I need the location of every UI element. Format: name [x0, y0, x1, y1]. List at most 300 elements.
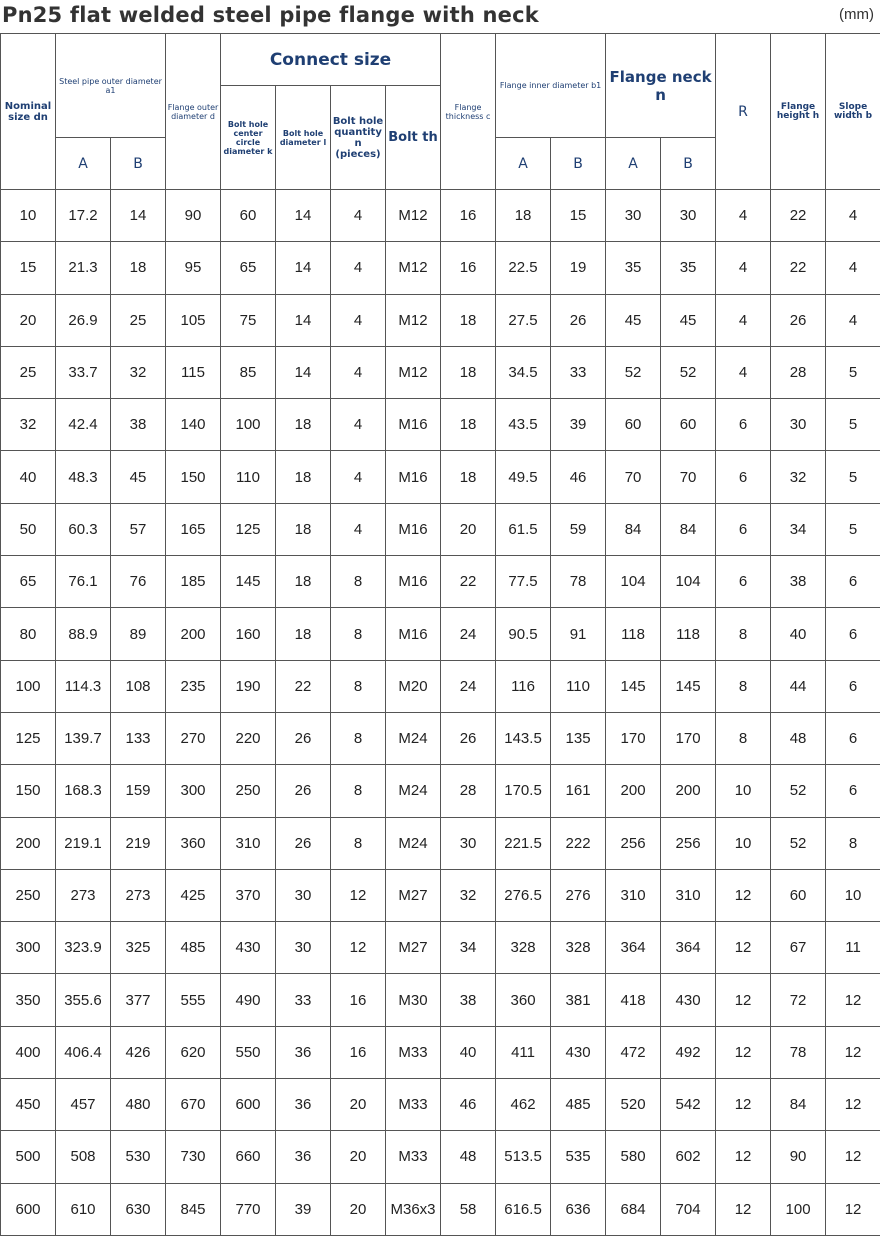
cell-bolt-hole-quantity: 8 — [331, 765, 386, 817]
cell-inner-diameter-a: 22.5 — [496, 242, 551, 294]
cell-bolt-hole-quantity: 8 — [331, 608, 386, 660]
header-flange-thickness: Flange thickness c — [441, 34, 496, 190]
header-flange-height: Flange height h — [771, 34, 826, 190]
cell-neck-a: 35 — [606, 242, 661, 294]
cell-flange-height: 30 — [771, 399, 826, 451]
cell-flange-outer-diameter: 360 — [166, 817, 221, 869]
cell-flange-outer-diameter: 95 — [166, 242, 221, 294]
cell-flange-thickness: 24 — [441, 660, 496, 712]
cell-bolt-size: M30 — [386, 974, 441, 1026]
cell-pipe-outer-a: 17.2 — [56, 190, 111, 242]
cell-flange-thickness: 32 — [441, 869, 496, 921]
cell-slope-width: 5 — [826, 399, 880, 451]
table-body — [1, 190, 880, 1236]
cell-bolt-hole-diameter: 18 — [276, 399, 331, 451]
cell-bolt-hole-quantity: 4 — [331, 399, 386, 451]
cell-inner-diameter-b: 276 — [551, 869, 606, 921]
cell-inner-diameter-a: 170.5 — [496, 765, 551, 817]
cell-slope-width: 6 — [826, 765, 880, 817]
cell-pipe-outer-b: 273 — [111, 869, 166, 921]
cell-flange-outer-diameter: 235 — [166, 660, 221, 712]
cell-bolt-circle-diameter: 125 — [221, 503, 276, 555]
cell-flange-thickness: 18 — [441, 399, 496, 451]
cell-bolt-size: M16 — [386, 451, 441, 503]
table-row — [1, 451, 880, 503]
header-flange-outer-diameter: Flange outer diameter d — [166, 34, 221, 190]
cell-inner-diameter-b: 430 — [551, 1026, 606, 1078]
cell-bolt-circle-diameter: 100 — [221, 399, 276, 451]
cell-flange-outer-diameter: 185 — [166, 556, 221, 608]
cell-slope-width: 6 — [826, 608, 880, 660]
cell-flange-outer-diameter: 620 — [166, 1026, 221, 1078]
cell-pipe-outer-b: 426 — [111, 1026, 166, 1078]
cell-flange-thickness: 22 — [441, 556, 496, 608]
cell-pipe-outer-b: 480 — [111, 1079, 166, 1131]
cell-pipe-outer-b: 32 — [111, 346, 166, 398]
cell-r: 6 — [716, 451, 771, 503]
cell-r: 4 — [716, 294, 771, 346]
cell-flange-outer-diameter: 485 — [166, 922, 221, 974]
cell-pipe-outer-a: 21.3 — [56, 242, 111, 294]
cell-neck-a: 70 — [606, 451, 661, 503]
cell-bolt-hole-diameter: 18 — [276, 608, 331, 660]
cell-neck-a: 60 — [606, 399, 661, 451]
cell-r: 6 — [716, 503, 771, 555]
cell-inner-diameter-b: 161 — [551, 765, 606, 817]
cell-flange-height: 22 — [771, 190, 826, 242]
cell-pipe-outer-b: 377 — [111, 974, 166, 1026]
header-neck-b: B — [661, 138, 716, 190]
cell-inner-diameter-b: 33 — [551, 346, 606, 398]
cell-bolt-size: M24 — [386, 712, 441, 764]
cell-nominal-size: 50 — [1, 503, 56, 555]
cell-slope-width: 8 — [826, 817, 880, 869]
cell-slope-width: 4 — [826, 242, 880, 294]
cell-bolt-circle-diameter: 660 — [221, 1131, 276, 1183]
cell-r: 12 — [716, 922, 771, 974]
cell-neck-b: 118 — [661, 608, 716, 660]
cell-pipe-outer-a: 273 — [56, 869, 111, 921]
cell-bolt-hole-quantity: 8 — [331, 556, 386, 608]
cell-flange-thickness: 18 — [441, 346, 496, 398]
cell-flange-outer-diameter: 105 — [166, 294, 221, 346]
header-steel-pipe-outer-diameter: Steel pipe outer diameter a1 — [56, 34, 166, 138]
cell-neck-b: 170 — [661, 712, 716, 764]
cell-flange-thickness: 48 — [441, 1131, 496, 1183]
cell-bolt-hole-diameter: 18 — [276, 556, 331, 608]
cell-neck-b: 602 — [661, 1131, 716, 1183]
cell-bolt-size: M20 — [386, 660, 441, 712]
cell-inner-diameter-b: 91 — [551, 608, 606, 660]
cell-flange-thickness: 34 — [441, 922, 496, 974]
cell-pipe-outer-b: 108 — [111, 660, 166, 712]
cell-bolt-size: M12 — [386, 294, 441, 346]
cell-pipe-outer-a: 355.6 — [56, 974, 111, 1026]
cell-r: 12 — [716, 1131, 771, 1183]
cell-inner-diameter-b: 39 — [551, 399, 606, 451]
cell-slope-width: 6 — [826, 660, 880, 712]
cell-bolt-circle-diameter: 110 — [221, 451, 276, 503]
cell-bolt-hole-diameter: 30 — [276, 922, 331, 974]
cell-bolt-size: M12 — [386, 346, 441, 398]
cell-bolt-circle-diameter: 220 — [221, 712, 276, 764]
cell-pipe-outer-b: 630 — [111, 1183, 166, 1235]
cell-pipe-outer-b: 38 — [111, 399, 166, 451]
cell-bolt-hole-diameter: 33 — [276, 974, 331, 1026]
cell-bolt-hole-diameter: 30 — [276, 869, 331, 921]
cell-pipe-outer-a: 88.9 — [56, 608, 111, 660]
cell-inner-diameter-a: 221.5 — [496, 817, 551, 869]
cell-flange-outer-diameter: 90 — [166, 190, 221, 242]
cell-slope-width: 6 — [826, 712, 880, 764]
cell-slope-width: 12 — [826, 1131, 880, 1183]
cell-inner-diameter-b: 19 — [551, 242, 606, 294]
cell-inner-diameter-b: 328 — [551, 922, 606, 974]
cell-flange-outer-diameter: 845 — [166, 1183, 221, 1235]
header-slope-width: Slope width b — [826, 34, 880, 190]
cell-bolt-circle-diameter: 370 — [221, 869, 276, 921]
header-flange-inner-diameter: Flange inner diameter b1 — [496, 34, 606, 138]
cell-bolt-size: M33 — [386, 1079, 441, 1131]
table-row — [1, 712, 880, 764]
table-row — [1, 608, 880, 660]
header-bolt-hole-diameter: Bolt hole diameter l — [276, 86, 331, 190]
table-header — [1, 34, 880, 190]
table-row — [1, 399, 880, 451]
cell-pipe-outer-b: 159 — [111, 765, 166, 817]
header-r: R — [716, 34, 771, 190]
cell-bolt-hole-diameter: 14 — [276, 294, 331, 346]
cell-inner-diameter-a: 27.5 — [496, 294, 551, 346]
cell-r: 12 — [716, 869, 771, 921]
table-row — [1, 242, 880, 294]
cell-slope-width: 10 — [826, 869, 880, 921]
cell-flange-height: 100 — [771, 1183, 826, 1235]
cell-inner-diameter-b: 535 — [551, 1131, 606, 1183]
cell-neck-a: 256 — [606, 817, 661, 869]
header-flange-neck: Flange neck n — [606, 34, 716, 138]
cell-flange-outer-diameter: 115 — [166, 346, 221, 398]
cell-bolt-hole-quantity: 8 — [331, 817, 386, 869]
cell-neck-a: 310 — [606, 869, 661, 921]
cell-bolt-size: M12 — [386, 190, 441, 242]
cell-neck-b: 104 — [661, 556, 716, 608]
cell-neck-b: 35 — [661, 242, 716, 294]
cell-neck-b: 200 — [661, 765, 716, 817]
table-row — [1, 817, 880, 869]
cell-flange-height: 67 — [771, 922, 826, 974]
cell-bolt-circle-diameter: 770 — [221, 1183, 276, 1235]
cell-flange-thickness: 26 — [441, 712, 496, 764]
cell-r: 10 — [716, 817, 771, 869]
cell-nominal-size: 100 — [1, 660, 56, 712]
cell-inner-diameter-a: 34.5 — [496, 346, 551, 398]
cell-nominal-size: 150 — [1, 765, 56, 817]
cell-pipe-outer-b: 530 — [111, 1131, 166, 1183]
cell-pipe-outer-a: 168.3 — [56, 765, 111, 817]
cell-flange-thickness: 24 — [441, 608, 496, 660]
cell-nominal-size: 10 — [1, 190, 56, 242]
cell-bolt-hole-quantity: 4 — [331, 346, 386, 398]
cell-bolt-size: M27 — [386, 869, 441, 921]
header-inner-a: A — [496, 138, 551, 190]
cell-inner-diameter-b: 636 — [551, 1183, 606, 1235]
header-inner-b: B — [551, 138, 606, 190]
cell-pipe-outer-b: 89 — [111, 608, 166, 660]
cell-inner-diameter-a: 43.5 — [496, 399, 551, 451]
cell-bolt-size: M12 — [386, 242, 441, 294]
cell-inner-diameter-a: 116 — [496, 660, 551, 712]
cell-bolt-circle-diameter: 310 — [221, 817, 276, 869]
cell-flange-height: 44 — [771, 660, 826, 712]
cell-bolt-size: M33 — [386, 1026, 441, 1078]
cell-bolt-hole-diameter: 36 — [276, 1079, 331, 1131]
cell-neck-a: 170 — [606, 712, 661, 764]
cell-flange-thickness: 16 — [441, 190, 496, 242]
table-row — [1, 346, 880, 398]
cell-bolt-size: M24 — [386, 765, 441, 817]
cell-bolt-hole-quantity: 8 — [331, 712, 386, 764]
table-row — [1, 1131, 880, 1183]
cell-pipe-outer-b: 219 — [111, 817, 166, 869]
cell-bolt-circle-diameter: 60 — [221, 190, 276, 242]
cell-bolt-circle-diameter: 85 — [221, 346, 276, 398]
cell-neck-a: 684 — [606, 1183, 661, 1235]
table-row — [1, 190, 880, 242]
cell-slope-width: 12 — [826, 1183, 880, 1235]
cell-inner-diameter-a: 61.5 — [496, 503, 551, 555]
cell-pipe-outer-a: 610 — [56, 1183, 111, 1235]
cell-slope-width: 12 — [826, 974, 880, 1026]
cell-bolt-hole-quantity: 4 — [331, 242, 386, 294]
cell-flange-height: 60 — [771, 869, 826, 921]
cell-bolt-circle-diameter: 550 — [221, 1026, 276, 1078]
cell-r: 8 — [716, 660, 771, 712]
cell-flange-outer-diameter: 730 — [166, 1131, 221, 1183]
cell-pipe-outer-b: 45 — [111, 451, 166, 503]
cell-slope-width: 6 — [826, 556, 880, 608]
cell-inner-diameter-a: 77.5 — [496, 556, 551, 608]
cell-flange-thickness: 38 — [441, 974, 496, 1026]
cell-inner-diameter-b: 110 — [551, 660, 606, 712]
cell-flange-height: 78 — [771, 1026, 826, 1078]
cell-nominal-size: 400 — [1, 1026, 56, 1078]
cell-bolt-hole-quantity: 4 — [331, 503, 386, 555]
cell-neck-b: 492 — [661, 1026, 716, 1078]
cell-bolt-hole-quantity: 4 — [331, 294, 386, 346]
cell-inner-diameter-b: 26 — [551, 294, 606, 346]
cell-bolt-hole-quantity: 4 — [331, 190, 386, 242]
cell-flange-height: 26 — [771, 294, 826, 346]
cell-bolt-hole-diameter: 36 — [276, 1026, 331, 1078]
cell-bolt-circle-diameter: 65 — [221, 242, 276, 294]
cell-slope-width: 5 — [826, 346, 880, 398]
cell-pipe-outer-a: 114.3 — [56, 660, 111, 712]
cell-flange-outer-diameter: 300 — [166, 765, 221, 817]
header-connect-size: Connect size — [221, 34, 441, 86]
cell-bolt-circle-diameter: 250 — [221, 765, 276, 817]
cell-bolt-circle-diameter: 160 — [221, 608, 276, 660]
cell-nominal-size: 125 — [1, 712, 56, 764]
cell-flange-height: 84 — [771, 1079, 826, 1131]
cell-bolt-hole-diameter: 14 — [276, 346, 331, 398]
table-row — [1, 660, 880, 712]
table-row — [1, 869, 880, 921]
cell-slope-width: 4 — [826, 294, 880, 346]
cell-inner-diameter-a: 411 — [496, 1026, 551, 1078]
cell-nominal-size: 32 — [1, 399, 56, 451]
cell-flange-height: 52 — [771, 765, 826, 817]
cell-bolt-circle-diameter: 600 — [221, 1079, 276, 1131]
cell-inner-diameter-b: 381 — [551, 974, 606, 1026]
cell-bolt-size: M16 — [386, 399, 441, 451]
cell-neck-a: 364 — [606, 922, 661, 974]
cell-bolt-size: M16 — [386, 503, 441, 555]
cell-neck-a: 200 — [606, 765, 661, 817]
cell-slope-width: 12 — [826, 1026, 880, 1078]
cell-neck-b: 60 — [661, 399, 716, 451]
header-nominal-size: Nominal size dn — [1, 34, 56, 190]
cell-flange-outer-diameter: 670 — [166, 1079, 221, 1131]
cell-neck-a: 145 — [606, 660, 661, 712]
table-row — [1, 765, 880, 817]
cell-r: 10 — [716, 765, 771, 817]
cell-inner-diameter-b: 485 — [551, 1079, 606, 1131]
cell-bolt-hole-quantity: 8 — [331, 660, 386, 712]
cell-flange-thickness: 46 — [441, 1079, 496, 1131]
cell-inner-diameter-a: 328 — [496, 922, 551, 974]
cell-bolt-size: M16 — [386, 556, 441, 608]
table-row — [1, 974, 880, 1026]
cell-nominal-size: 450 — [1, 1079, 56, 1131]
cell-inner-diameter-a: 49.5 — [496, 451, 551, 503]
cell-bolt-size: M33 — [386, 1131, 441, 1183]
cell-bolt-hole-diameter: 26 — [276, 817, 331, 869]
cell-flange-height: 40 — [771, 608, 826, 660]
cell-pipe-outer-b: 57 — [111, 503, 166, 555]
cell-inner-diameter-b: 15 — [551, 190, 606, 242]
cell-nominal-size: 500 — [1, 1131, 56, 1183]
cell-inner-diameter-a: 513.5 — [496, 1131, 551, 1183]
cell-bolt-circle-diameter: 490 — [221, 974, 276, 1026]
cell-neck-b: 310 — [661, 869, 716, 921]
cell-r: 4 — [716, 242, 771, 294]
cell-r: 6 — [716, 399, 771, 451]
cell-bolt-hole-diameter: 14 — [276, 190, 331, 242]
header-bolt: Bolt th — [386, 86, 441, 190]
cell-flange-height: 34 — [771, 503, 826, 555]
cell-pipe-outer-b: 133 — [111, 712, 166, 764]
cell-nominal-size: 40 — [1, 451, 56, 503]
cell-slope-width: 4 — [826, 190, 880, 242]
cell-r: 8 — [716, 712, 771, 764]
cell-r: 4 — [716, 346, 771, 398]
cell-bolt-size: M16 — [386, 608, 441, 660]
cell-pipe-outer-a: 42.4 — [56, 399, 111, 451]
header-bolt-circle-diameter: Bolt hole center circle diameter k — [221, 86, 276, 190]
cell-bolt-circle-diameter: 75 — [221, 294, 276, 346]
title-bar — [0, 0, 880, 33]
cell-pipe-outer-b: 18 — [111, 242, 166, 294]
cell-neck-a: 52 — [606, 346, 661, 398]
table-row — [1, 922, 880, 974]
cell-flange-thickness: 16 — [441, 242, 496, 294]
cell-inner-diameter-b: 46 — [551, 451, 606, 503]
cell-flange-thickness: 58 — [441, 1183, 496, 1235]
cell-nominal-size: 350 — [1, 974, 56, 1026]
cell-r: 6 — [716, 556, 771, 608]
cell-pipe-outer-b: 25 — [111, 294, 166, 346]
cell-flange-height: 48 — [771, 712, 826, 764]
cell-r: 12 — [716, 1026, 771, 1078]
table-row — [1, 1026, 880, 1078]
table-row — [1, 503, 880, 555]
unit-label: (mm) — [839, 6, 874, 23]
cell-neck-a: 45 — [606, 294, 661, 346]
header-pipe-a: A — [56, 138, 111, 190]
cell-pipe-outer-a: 33.7 — [56, 346, 111, 398]
cell-inner-diameter-a: 18 — [496, 190, 551, 242]
cell-r: 12 — [716, 974, 771, 1026]
cell-inner-diameter-b: 78 — [551, 556, 606, 608]
cell-inner-diameter-a: 90.5 — [496, 608, 551, 660]
cell-flange-outer-diameter: 140 — [166, 399, 221, 451]
cell-neck-b: 70 — [661, 451, 716, 503]
cell-bolt-hole-quantity: 12 — [331, 922, 386, 974]
cell-bolt-hole-diameter: 22 — [276, 660, 331, 712]
cell-pipe-outer-a: 323.9 — [56, 922, 111, 974]
cell-inner-diameter-a: 462 — [496, 1079, 551, 1131]
cell-flange-outer-diameter: 555 — [166, 974, 221, 1026]
cell-r: 12 — [716, 1183, 771, 1235]
cell-flange-outer-diameter: 270 — [166, 712, 221, 764]
cell-bolt-hole-quantity: 20 — [331, 1079, 386, 1131]
cell-neck-b: 145 — [661, 660, 716, 712]
cell-flange-height: 32 — [771, 451, 826, 503]
cell-bolt-size: M24 — [386, 817, 441, 869]
page-title: Pn25 flat welded steel pipe flange with neck — [2, 3, 539, 27]
cell-neck-b: 84 — [661, 503, 716, 555]
table-row — [1, 556, 880, 608]
table-row — [1, 1183, 880, 1235]
cell-neck-b: 256 — [661, 817, 716, 869]
cell-nominal-size: 80 — [1, 608, 56, 660]
cell-neck-a: 580 — [606, 1131, 661, 1183]
cell-neck-a: 418 — [606, 974, 661, 1026]
cell-nominal-size: 25 — [1, 346, 56, 398]
cell-bolt-size: M27 — [386, 922, 441, 974]
cell-pipe-outer-b: 325 — [111, 922, 166, 974]
cell-flange-thickness: 18 — [441, 294, 496, 346]
flange-spec-table — [0, 33, 880, 1236]
cell-neck-a: 84 — [606, 503, 661, 555]
cell-pipe-outer-a: 60.3 — [56, 503, 111, 555]
cell-inner-diameter-a: 360 — [496, 974, 551, 1026]
cell-bolt-hole-quantity: 12 — [331, 869, 386, 921]
cell-flange-thickness: 20 — [441, 503, 496, 555]
cell-pipe-outer-a: 139.7 — [56, 712, 111, 764]
cell-pipe-outer-a: 508 — [56, 1131, 111, 1183]
cell-neck-b: 364 — [661, 922, 716, 974]
cell-r: 4 — [716, 190, 771, 242]
cell-inner-diameter-b: 135 — [551, 712, 606, 764]
cell-pipe-outer-a: 219.1 — [56, 817, 111, 869]
cell-bolt-hole-diameter: 26 — [276, 765, 331, 817]
cell-flange-outer-diameter: 150 — [166, 451, 221, 503]
cell-bolt-hole-diameter: 39 — [276, 1183, 331, 1235]
cell-nominal-size: 200 — [1, 817, 56, 869]
cell-bolt-circle-diameter: 145 — [221, 556, 276, 608]
